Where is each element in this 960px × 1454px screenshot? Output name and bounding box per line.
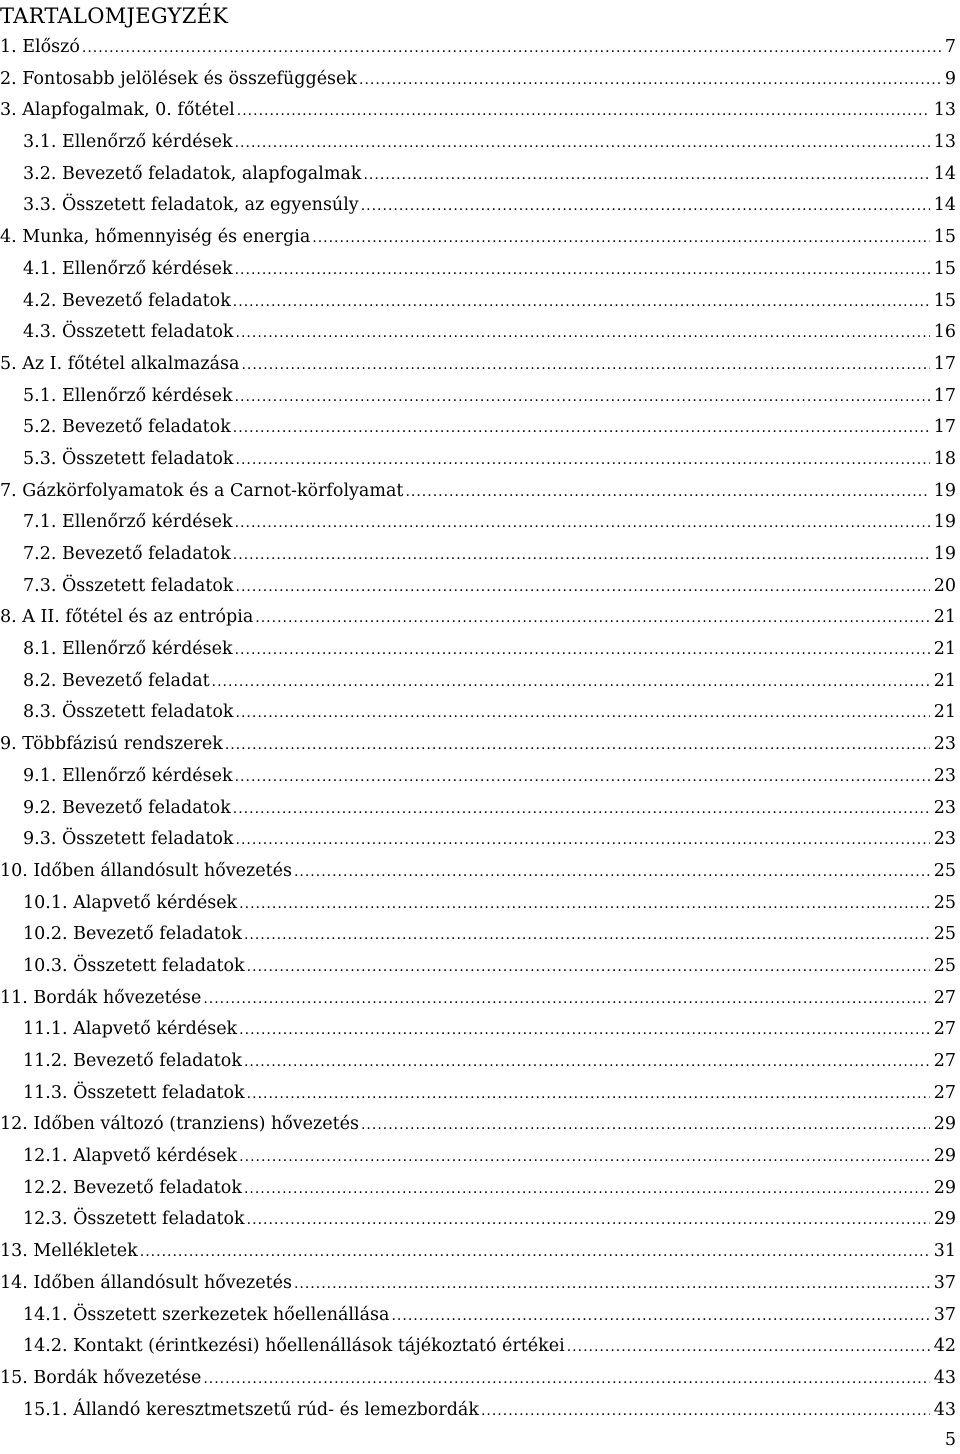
toc-entry[interactable] [0,1300,960,1332]
toc-list [0,32,960,1426]
toc-dot-leader [203,984,929,1016]
toc-entry-label: 9.3. Összetett feladatok [23,829,234,850]
toc-dot-leader [567,1332,930,1364]
toc-entry-label: 10. Időben állandósult hővezetés [0,860,292,881]
toc-dot-leader [359,65,941,97]
toc-entry-page: 15 [933,290,956,311]
toc-entry[interactable] [0,919,960,951]
toc-dot-leader [312,223,929,255]
toc-dot-leader [235,255,930,287]
toc-entry-label: 10.1. Alapvető kérdések [23,892,238,913]
toc-entry-label: 4.2. Bevezető feladatok [23,290,231,311]
toc-entry-label: 7.2. Bevezető feladatok [23,544,231,564]
toc-dot-leader [203,1364,929,1396]
toc-entry[interactable] [0,190,960,222]
toc-entry-label: 15.1. Állandó keresztmetszetű rúd- és lemezbordák [23,1399,479,1420]
toc-entry-page: 29 [933,1114,956,1135]
toc-entry[interactable] [0,1236,960,1268]
toc-entry[interactable] [0,951,960,983]
toc-entry[interactable] [0,127,960,159]
toc-dot-leader [233,287,930,319]
toc-entry-page: 29 [933,1146,956,1167]
toc-entry-page: 27 [933,987,956,1008]
toc-entry-label: 9.1. Ellenőrző kérdések [23,765,233,786]
toc-entry-page: 43 [933,1399,956,1420]
toc-entry[interactable] [0,1204,960,1236]
toc-entry-label: 4.3. Összetett feladatok [23,322,234,343]
toc-dot-leader [363,160,929,192]
toc-entry-page: 19 [933,544,956,564]
toc-entry-page: 7 [944,37,956,57]
toc-entry[interactable] [0,1331,960,1363]
toc-entry[interactable] [0,634,960,666]
toc-entry-page: 21 [933,670,956,691]
toc-entry[interactable] [0,697,960,729]
toc-dot-leader [237,96,930,128]
toc-dot-leader [239,889,930,921]
toc-entry-label: 12. Időben változó (tranziens) hővezetés [0,1114,359,1135]
toc-dot-leader [236,445,930,477]
toc-entry-page: 14 [933,195,956,216]
toc-dot-leader [244,1047,930,1079]
toc-entry-page: 25 [933,892,956,913]
toc-entry[interactable] [0,476,960,508]
toc-dot-leader [244,1174,930,1206]
toc-entry-page: 16 [933,322,956,343]
toc-entry-page: 14 [933,163,956,184]
toc-dot-leader [294,857,930,889]
toc-entry[interactable] [0,761,960,793]
toc-dot-leader [235,508,930,540]
toc-entry[interactable] [0,729,960,761]
toc-entry-page: 27 [933,1082,956,1103]
toc-dot-leader [82,33,941,65]
toc-entry[interactable] [0,1395,960,1427]
toc-entry-label: 4.1. Ellenőrző kérdések [23,258,233,279]
toc-entry-page: 27 [933,1019,956,1040]
toc-entry-page: 13 [933,100,956,121]
toc-entry-page: 15 [933,227,956,248]
toc-dot-leader [233,794,930,826]
toc-entry[interactable] [0,1141,960,1173]
toc-entry[interactable] [0,571,960,603]
toc-entry-page: 19 [933,512,956,533]
toc-dot-leader [225,730,930,762]
toc-entry-page: 42 [933,1336,956,1357]
toc-entry[interactable] [0,824,960,856]
toc-dot-leader [239,1142,930,1174]
toc-entry-label: 5.1. Ellenőrző kérdések [23,385,233,406]
toc-entry-page: 23 [933,829,956,850]
toc-entry-label: 8.2. Bevezető feladat [23,670,210,691]
toc-entry-page: 17 [933,353,956,374]
toc-dot-leader [255,603,929,635]
toc-entry-label: 11.2. Bevezető feladatok [23,1051,242,1071]
toc-entry-label: 11.3. Összetett feladatok [23,1082,245,1103]
toc-entry[interactable] [0,602,960,634]
toc-entry-label: 13. Mellékletek [0,1241,138,1262]
toc-entry[interactable] [0,1173,960,1205]
toc-entry[interactable] [0,793,960,825]
toc-entry-label: 12.2. Bevezető feladatok [23,1177,242,1198]
toc-entry[interactable] [0,349,960,381]
toc-dot-leader [235,635,930,667]
toc-entry-page: 25 [933,924,956,945]
toc-entry[interactable] [0,32,960,64]
toc-entry-page: 21 [933,607,956,628]
toc-entry-label: 5.3. Összetett feladatok [23,448,234,469]
toc-entry-page: 17 [933,385,956,406]
toc-entry-label: 12.1. Alapvető kérdések [23,1146,238,1167]
toc-entry[interactable] [0,1046,960,1078]
toc-entry-label: 9. Többfázisú rendszerek [0,734,223,755]
toc-entry-label: 14.2. Kontakt (érintkezési) hőellenállások tájékoztató értékei [23,1336,565,1357]
toc-entry-page: 29 [933,1209,956,1230]
toc-dot-leader [236,698,930,730]
toc-entry-label: 7.1. Ellenőrző kérdések [23,512,233,533]
toc-dot-leader [233,413,930,445]
toc-entry-page: 23 [933,734,956,755]
toc-entry-page: 25 [933,860,956,881]
toc-dot-leader [247,952,930,984]
toc-dot-leader [241,350,929,382]
toc-entry-label: 5.2. Bevezető feladatok [23,417,231,438]
toc-entry[interactable] [0,317,960,349]
toc-entry-page: 23 [933,797,956,818]
toc-dot-leader [361,1110,930,1142]
toc-entry-page: 27 [933,1051,956,1071]
toc-entry[interactable] [0,539,960,571]
toc-entry-label: 8. A II. főtétel és az entrópia [0,607,254,628]
toc-dot-leader [236,572,930,604]
toc-entry[interactable] [0,222,960,254]
toc-dot-leader [140,1237,930,1269]
toc-dot-leader [212,667,930,699]
toc-entry-label: 3.3. Összetett feladatok, az egyensúly [23,195,359,216]
toc-entry-label: 2. Fontosabb jelölések és összefüggések [0,68,357,89]
toc-entry[interactable] [0,254,960,286]
toc-entry-label: 15. Bordák hővezetése [0,1367,202,1388]
toc-dot-leader [247,1079,930,1111]
toc-entry-label: 14.1. Összetett szerkezetek hőellenállása [23,1304,390,1325]
toc-entry-page: 37 [933,1304,956,1325]
toc-entry-page: 31 [933,1241,956,1262]
toc-entry-page: 23 [933,765,956,786]
toc-dot-leader [239,1015,930,1047]
toc-entry[interactable] [0,856,960,888]
toc-entry[interactable] [0,64,960,96]
toc-entry[interactable] [0,1363,960,1395]
toc-entry-label: 4. Munka, hőmennyiség és energia [0,227,311,248]
toc-entry-label: 8.3. Összetett feladatok [23,702,234,723]
toc-entry-page: 18 [933,448,956,469]
toc-dot-leader [235,382,930,414]
toc-entry-label: 3. Alapfogalmak, 0. főtétel [0,100,235,121]
toc-entry[interactable] [0,507,960,539]
toc-entry-page: 43 [933,1367,956,1388]
toc-entry-page: 37 [933,1272,956,1293]
toc-entry[interactable] [0,412,960,444]
toc-entry[interactable] [0,1268,960,1300]
toc-entry-page: 20 [933,575,956,596]
toc-dot-leader [236,825,930,857]
toc-entry-label: 14. Időben állandósult hővezetés [0,1272,292,1293]
toc-entry-page: 13 [933,132,956,153]
toc-entry[interactable] [0,666,960,698]
toc-dot-leader [235,762,930,794]
toc-entry-label: 7.3. Összetett feladatok [23,575,234,596]
toc-entry[interactable] [0,1014,960,1046]
toc-entry[interactable] [0,983,960,1015]
toc-entry-label: 3.1. Ellenőrző kérdések [23,132,233,153]
toc-entry-label: 10.3. Összetett feladatok [23,955,245,976]
toc-entry[interactable] [0,444,960,476]
page-number: 5 [944,1430,956,1450]
toc-dot-leader [247,1205,930,1237]
toc-dot-leader [244,920,930,952]
toc-entry-page: 19 [933,480,956,501]
toc-entry-page: 21 [933,639,956,660]
toc-title: TARTALOMJEGYZÉK [0,4,229,28]
toc-entry-page: 29 [933,1177,956,1198]
toc-entry-page: 25 [933,955,956,976]
toc-entry-page: 15 [933,258,956,279]
toc-dot-leader [405,477,929,509]
toc-entry-label: 8.1. Ellenőrző kérdések [23,639,233,660]
toc-entry[interactable] [0,1109,960,1141]
toc-entry-label: 11.1. Alapvető kérdések [23,1019,238,1040]
toc-entry-page: 17 [933,417,956,438]
toc-dot-leader [236,318,930,350]
toc-dot-leader [235,128,930,160]
toc-dot-leader [294,1269,930,1301]
toc-entry[interactable] [0,1078,960,1110]
toc-entry[interactable] [0,286,960,318]
toc-entry[interactable] [0,95,960,127]
toc-dot-leader [391,1301,929,1333]
toc-dot-leader [233,540,930,572]
toc-entry[interactable] [0,888,960,920]
toc-entry-label: 12.3. Összetett feladatok [23,1209,245,1230]
toc-entry-label: 1. Előszó [0,37,80,57]
toc-entry-label: 7. Gázkörfolyamatok és a Carnot-körfolyamat [0,480,404,501]
toc-entry[interactable] [0,381,960,413]
toc-entry-page: 21 [933,702,956,723]
toc-entry-page: 9 [944,68,956,89]
toc-dot-leader [481,1396,930,1428]
toc-dot-leader [361,191,930,223]
toc-entry[interactable] [0,159,960,191]
toc-entry-label: 9.2. Bevezető feladatok [23,797,231,818]
toc-entry-label: 11. Bordák hővezetése [0,987,202,1008]
toc-entry-label: 5. Az I. főtétel alkalmazása [0,353,240,374]
toc-entry-label: 10.2. Bevezető feladatok [23,924,242,945]
toc-entry-label: 3.2. Bevezető feladatok, alapfogalmak [23,163,362,184]
